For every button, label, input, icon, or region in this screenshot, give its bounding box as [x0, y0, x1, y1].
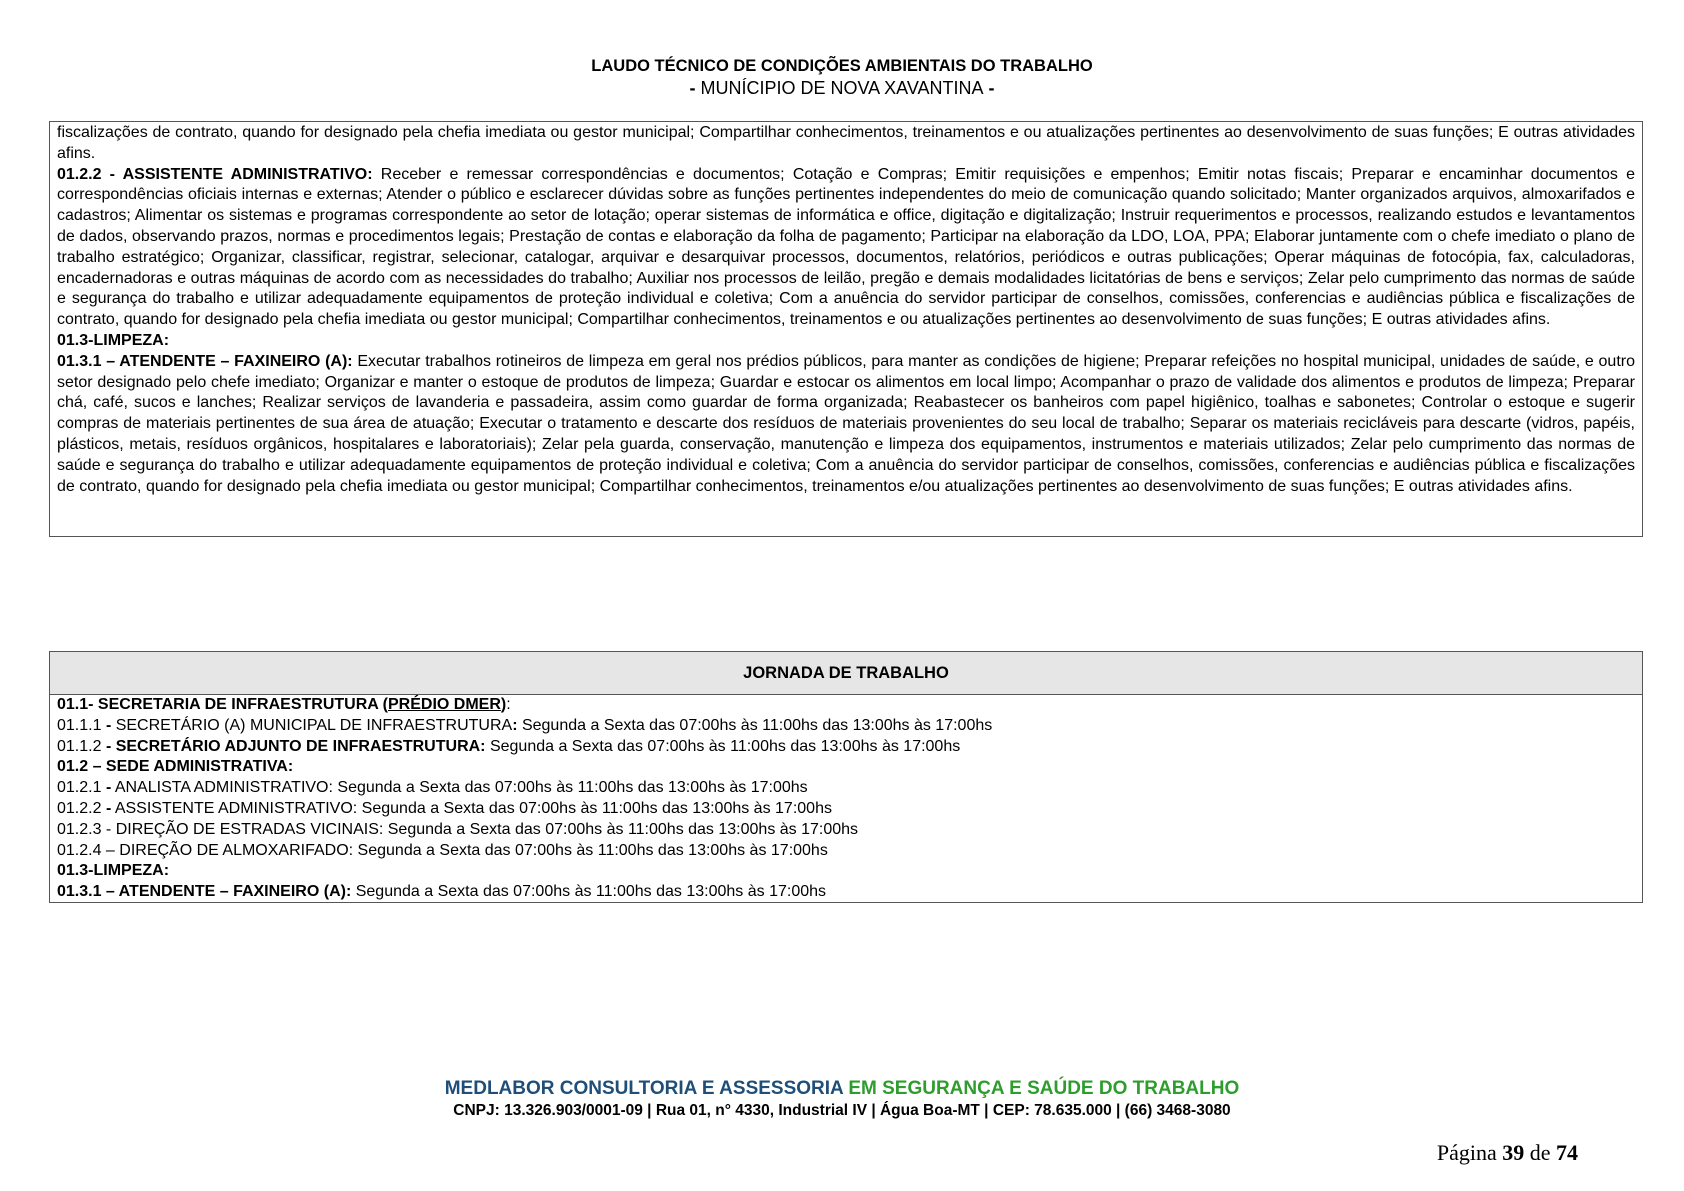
role-text: Receber e remessar correspondências e documentos; Cotação e Compras; Emitir requisições e empenhos; Emitir notas fiscais; Preparar e encaminhar documentos e correspondências oficiais internas e externas; Atender o público e esclarecer dúvidas sobre as funções pertinentes independentes do meio de comunicação quando solicitado; Manter organizados arquivos, almoxarifados e cadastros; Alimentar os sistemas e programas correspondente ao setor de lotação; operar sistemas de informática e office, digitação e digitalização; Instruir requerimentos e processos, realizando estudos e levantamentos de dados, observando prazos, normas e procedimentos legais; Prestação de contas e elaboração da folha de pagamento; Participar na elaboração da LDO, LOA, PPA; Elaborar juntamente com o chefe imediato o plano de trabalho estratégico; Organizar, classificar, registrar, selecionar, catalogar, arquivar e desarquivar processos, documentos, relatórios, periódicos e outras publicações; Operar máquinas de fotocópia, fax, calculadoras, encadernadoras e outras máquinas de acordo com as necessidades do trabalho; Auxiliar nos processos de leilão, pregão e demais modalidades licitatórias de bens e serviços; Zelar pelo cumprimento das normas de saúde e segurança do trabalho e utilizar adequadamente equipamentos de proteção individual e coletiva; Com a anuência do servidor participar de conselhos, comissões, conferencias e audiências pública e fiscalizações de contrato, quando for designado pela chefia imediata ou gestor municipal; Compartilhar conhecimentos, treinamentos e ou atualizações pertinentes ao desenvolvimento de suas funções; E outras atividades afins.	[57, 165, 1635, 329]
section-heading-limpeza: 01.3-LIMPEZA:	[57, 331, 170, 349]
company-name: MEDLABOR CONSULTORIA E ASSESSORIA	[444, 1078, 844, 1099]
subtitle-dash-right: -	[983, 78, 995, 98]
work-schedule-title: JORNADA DE TRABALHO	[50, 652, 1642, 695]
schedule-section-infraestrutura: 01.1- SECRETARIA DE INFRAESTRUTURA (PRÉDIO DMER):	[57, 696, 511, 713]
schedule-row: 01.2.1 - ANALISTA ADMINISTRATIVO: Segunda a Sexta das 07:00hs às 11:00hs das 13:00hs às 17:00hs	[57, 779, 808, 797]
job-descriptions-box	[49, 121, 1643, 537]
document-footer	[0, 1077, 1684, 1121]
subtitle-dash-left: -	[689, 78, 701, 98]
schedule-row: 01.1.1 - SECRETÁRIO (A) MUNICIPAL DE INFRAESTRUTURA: Segunda a Sexta das 07:00hs às 11:00hs das 13:00hs às 17:00hs	[57, 716, 993, 734]
schedule-section-sede: 01.2 – SEDE ADMINISTRATIVA:	[57, 758, 294, 776]
company-address: CNPJ: 13.326.903/0001-09 | Rua 01, n° 4330, Industrial IV | Água Boa-MT | CEP: 78.635.000 | (66) 3468-3080	[453, 1102, 1231, 1119]
municipality-name: MUNÍCIPIO DE NOVA XAVANTINA	[700, 78, 984, 98]
description-atendente-faxineiro	[57, 352, 1635, 498]
building-name: PRÉDIO DMER	[387, 696, 501, 713]
company-tagline: EM SEGURANÇA E SAÚDE DO TRABALHO	[843, 1078, 1240, 1099]
current-page: 39	[1502, 1140, 1525, 1165]
document-title: LAUDO TÉCNICO DE CONDIÇÕES AMBIENTAIS DO TRABALHO	[591, 57, 1093, 75]
role-label: 01.2.2 - ASSISTENTE ADMINISTRATIVO:	[57, 165, 373, 183]
description-continuation: fiscalizações de contrato, quando for designado pela chefia imediata ou gestor municipal; Compartilhar conhecimentos, treinamentos e ou atualizações pertinentes ao desenvolvimento de suas funções; E outras atividades afins.	[57, 124, 1635, 162]
description-assistente-administrativo	[57, 165, 1635, 331]
work-schedule-table	[49, 651, 1643, 903]
work-schedule-body	[50, 695, 1642, 903]
schedule-row: 01.2.2 - ASSISTENTE ADMINISTRATIVO: Segunda a Sexta das 07:00hs às 11:00hs das 13:00hs às 17:00hs	[57, 799, 832, 817]
schedule-row: 01.1.2 - SECRETÁRIO ADJUNTO DE INFRAESTRUTURA: Segunda a Sexta das 07:00hs às 11:00hs das 13:00hs às 17:00hs	[57, 737, 961, 755]
schedule-row: 01.2.3 - DIREÇÃO DE ESTRADAS VICINAIS: Segunda a Sexta das 07:00hs às 11:00hs das 13:00hs às 17:00hs	[57, 820, 859, 838]
schedule-row: 01.2.4 – DIREÇÃO DE ALMOXARIFADO: Segunda a Sexta das 07:00hs às 11:00hs das 13:00hs às 17:00hs	[57, 841, 828, 859]
schedule-row: 01.3.1 – ATENDENTE – FAXINEIRO (A): Segunda a Sexta das 07:00hs às 11:00hs das 13:00hs às 17:00hs	[57, 883, 827, 901]
company-name-line	[0, 1077, 1684, 1101]
document-subtitle	[0, 77, 1684, 99]
document-header	[0, 55, 1684, 99]
schedule-section-limpeza: 01.3-LIMPEZA:	[57, 862, 170, 880]
role-text: Executar trabalhos rotineiros de limpeza em geral nos prédios públicos, para manter as condições de higiene; Preparar refeições no hospital municipal, unidades de saúde, e outro setor designado pelo chefe imediato; Organizar e manter o estoque de produtos de limpeza; Guardar e estocar os alimentos em local limpo; Acompanhar o prazo de validade dos alimentos e produtos de limpeza; Preparar chá, café, sucos e lanches; Realizar serviços de lavanderia e passadeira, assim como guardar de forma organizada; Reabastecer os banheiros com papel higiênico, toalhas e sabonetes; Controlar o estoque e sugerir compras de materiais pertinentes de sua área de atuação; Executar o tratamento e descarte dos resíduos de materiais provenientes do seu local de trabalho; Separar os materiais recicláveis para descarte (vidros, papéis, plásticos, metais, resíduos orgânicos, hospitalares e laboratoriais); Zelar pela guarda, conservação, manutenção e limpeza dos equipamentos, instrumentos e materiais utilizados; Zelar pelo cumprimento das normas de saúde e segurança do trabalho e utilizar adequadamente equipamentos de proteção individual e coletiva; Com a anuência do servidor participar de conselhos, comissões, conferencias e audiências pública e fiscalizações de contrato, quando for designado pela chefia imediata ou gestor municipal; Compartilhar conhecimentos, treinamentos e/ou atualizações pertinentes ao desenvolvimento de suas funções; E outras atividades afins.	[57, 352, 1636, 495]
page-number: Página 39 de 74	[1436, 1140, 1578, 1165]
total-pages: 74	[1556, 1140, 1578, 1165]
role-label: 01.3.1 – ATENDENTE – FAXINEIRO (A):	[57, 352, 353, 370]
